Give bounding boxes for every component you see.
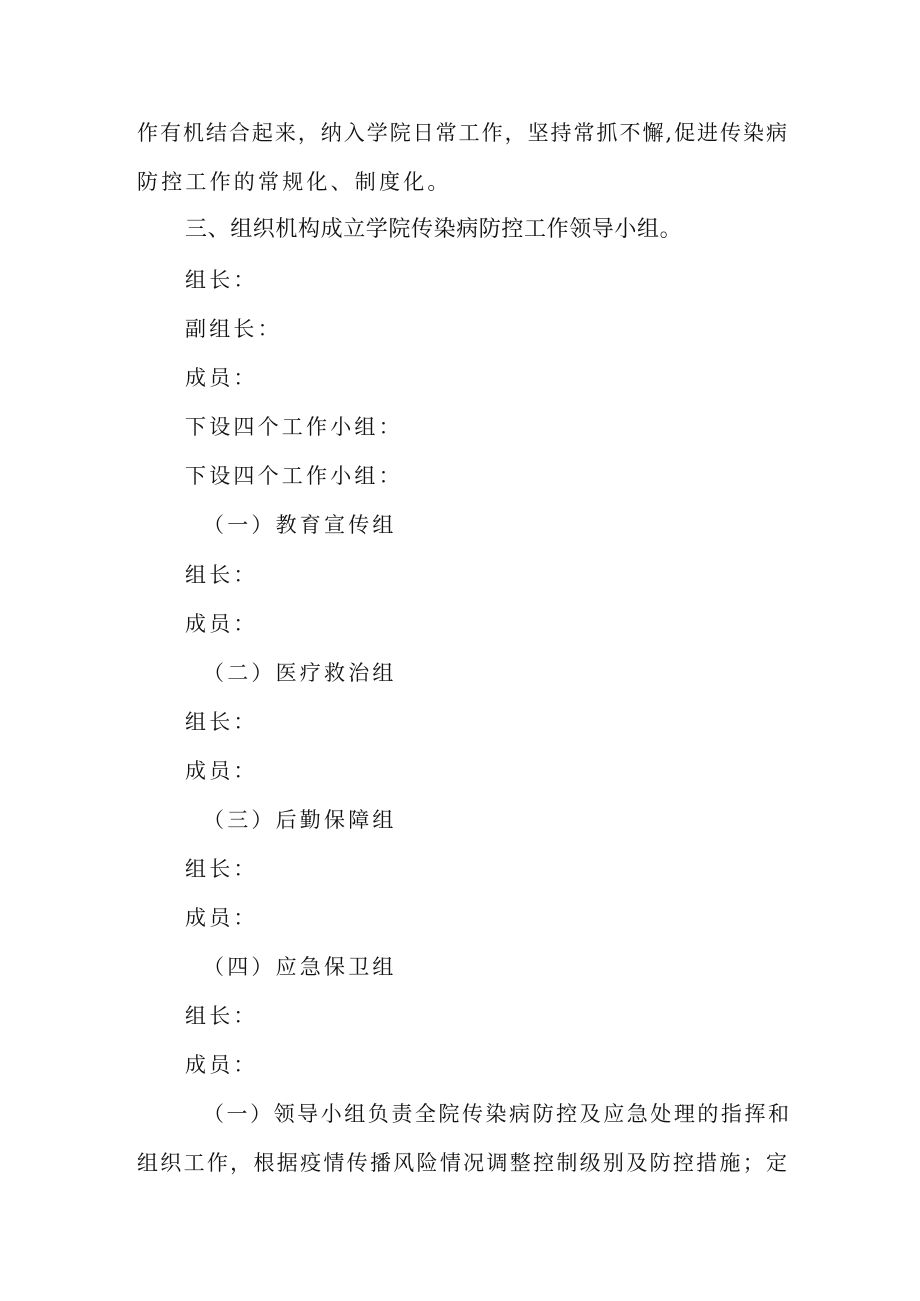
- group-title-medical: （二）医疗救治组: [203, 661, 397, 685]
- subgroups-intro-1: 下设四个工作小组：: [185, 415, 403, 439]
- group-logistics-leader: 组长：: [185, 857, 258, 881]
- group-education-leader: 组长：: [185, 563, 258, 587]
- deputy-leader-label: 副组长：: [185, 317, 282, 341]
- group-medical-members: 成员：: [185, 759, 258, 783]
- section-heading: 三、组织机构成立学院传染病防控工作领导小组。: [185, 217, 683, 242]
- members-label: 成员：: [185, 366, 258, 390]
- intro-paragraph-line-1: 作有机结合起来，纳入学院日常工作，坚持常抓不懈,促进传染病: [137, 121, 787, 145]
- duties-paragraph-line-1: （一）领导小组负责全院传染病防控及应急处理的指挥和: [203, 1102, 789, 1126]
- group-medical-leader: 组长：: [185, 710, 258, 734]
- group-security-members: 成员：: [185, 1053, 258, 1077]
- group-security-leader: 组长：: [185, 1004, 258, 1028]
- intro-paragraph-line-2: 防控工作的常规化、制度化。: [137, 170, 452, 194]
- group-title-security: （四）应急保卫组: [203, 955, 397, 979]
- group-logistics-members: 成员：: [185, 906, 258, 930]
- subgroups-intro-2: 下设四个工作小组：: [185, 464, 403, 488]
- duties-paragraph-line-2: 组织工作，根据疫情传播风险情况调整控制级别及防控措施；定: [137, 1151, 787, 1175]
- group-title-education: （一）教育宣传组: [203, 513, 397, 537]
- leader-label: 组长：: [185, 268, 258, 292]
- group-title-logistics: （三）后勤保障组: [203, 808, 397, 832]
- group-education-members: 成员：: [185, 612, 258, 636]
